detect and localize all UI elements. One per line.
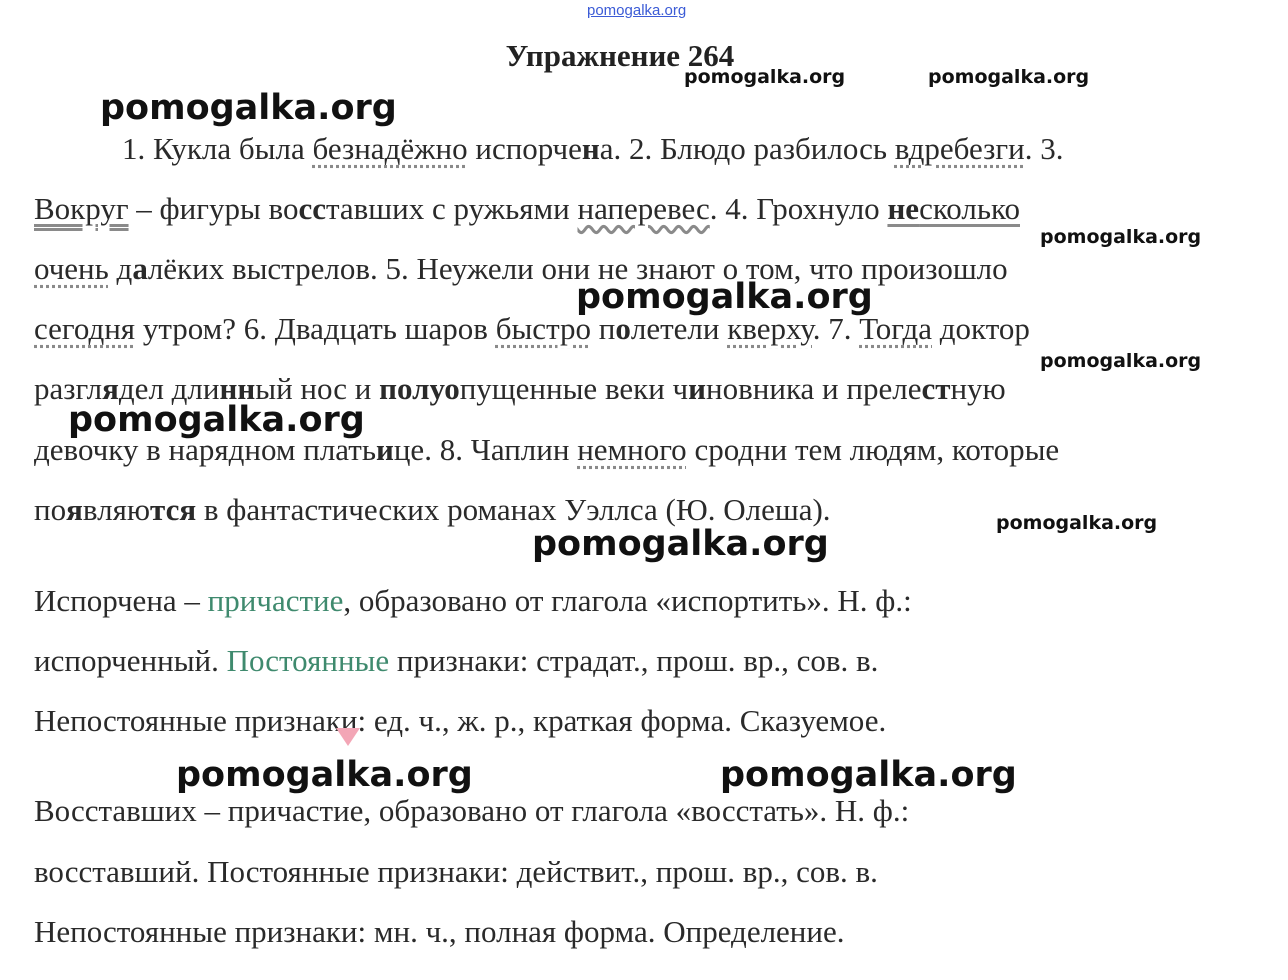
text: вляю — [82, 492, 150, 527]
text: п — [591, 311, 616, 346]
predicate-word: Вокруг — [34, 191, 129, 226]
accent-text: Постоянные — [226, 643, 390, 678]
adverb: быстро — [495, 311, 591, 346]
adverb: немного — [577, 432, 687, 467]
text: разгл — [34, 371, 103, 406]
bold-letter: полуо — [379, 371, 460, 406]
exercise-line-1 — [122, 129, 1063, 169]
bold-letter: а — [132, 251, 148, 286]
adverb: вдребезги — [894, 131, 1025, 166]
bold-letter: о — [615, 311, 631, 346]
text: испорче — [467, 131, 582, 166]
text: – фигуры во — [128, 191, 299, 226]
text: д — [108, 251, 133, 286]
bold-letter: ст — [921, 371, 951, 406]
top-link[interactable]: pomogalka.org — [587, 2, 687, 19]
text: доктор — [932, 311, 1030, 346]
text: в фантастических романах Уэллса (Ю. Олеша). — [196, 492, 831, 527]
text: девочку в нарядном плать — [34, 432, 376, 467]
text: дел дли — [118, 371, 220, 406]
adverb: наперевес — [577, 191, 710, 226]
watermark: pomogalka.org — [720, 755, 1017, 795]
bold-letter: сс — [298, 191, 326, 226]
text: . 7. — [812, 311, 860, 346]
text: це. 8. Чаплин — [393, 432, 578, 467]
adverb: сегодня — [34, 311, 136, 346]
text: сколько — [919, 191, 1020, 226]
watermark: pomogalka.org — [576, 277, 873, 317]
bold-letter: я — [102, 371, 119, 406]
text: испорченный. — [34, 643, 227, 678]
adverb: очень — [34, 251, 109, 286]
analysis-2-line-2: восставший. Постоянные признаки: действит., прош. вр., сов. в. — [34, 854, 878, 889]
adverb: Тогда — [859, 311, 933, 346]
text: ый нос и — [255, 371, 380, 406]
watermark: pomogalka.org — [928, 66, 1090, 88]
text: новника и преле — [706, 371, 922, 406]
text: лёких выстрелов. 5. Неужели они не знают о том, что произошло — [147, 251, 1008, 286]
pink-mark-icon — [336, 728, 360, 746]
exercise-line-4 — [34, 309, 1030, 349]
text: . 3. — [1024, 131, 1064, 166]
watermark: pomogalka.org — [68, 400, 365, 440]
text: признаки: страдат., прош. вр., сов. в. — [389, 643, 879, 678]
text: , образовано от глагола «испортить». Н. ф.: — [343, 583, 912, 618]
analysis-1-line-3: Непостоянные признаки: ед. ч., ж. р., краткая форма. Сказуемое. — [34, 703, 887, 738]
text: 1. Кукла была — [122, 131, 313, 166]
text: пущенные веки ч — [459, 371, 689, 406]
text: по — [34, 492, 67, 527]
text: . 4. Грохнуло — [709, 191, 888, 226]
text: сродни тем людям, которые — [686, 432, 1060, 467]
text: летели — [630, 311, 728, 346]
analysis-2-line-1: Восставших – причастие, образовано от глагола «восстать». Н. ф.: — [34, 793, 910, 828]
analysis-1-line-1 — [34, 581, 912, 621]
text: ную — [950, 371, 1006, 406]
text: Испорчена – — [34, 583, 208, 618]
bold-letter: нн — [219, 371, 256, 406]
bold-letter: не — [887, 191, 920, 226]
watermark: pomogalka.org — [100, 88, 397, 128]
watermark: pomogalka.org — [1040, 350, 1202, 372]
watermark: pomogalka.org — [684, 66, 846, 88]
bold-letter: тся — [150, 492, 197, 527]
analysis-1-line-2 — [34, 641, 878, 681]
bold-letter: н — [581, 131, 600, 166]
adverb: кверху — [727, 311, 813, 346]
text: тавших с ружьями — [325, 191, 578, 226]
adverb: безнадёжно — [312, 131, 468, 166]
analysis-2-line-3: Непостоянные признаки: мн. ч., полная форма. Определение. — [34, 914, 845, 949]
text: а. 2. Блюдо разбилось — [599, 131, 895, 166]
bold-letter: и — [688, 371, 707, 406]
bold-letter: и — [375, 432, 394, 467]
exercise-title: Упражнение 264 — [505, 38, 735, 73]
watermark: pomogalka.org — [1040, 226, 1202, 248]
accent-text: причастие — [207, 583, 344, 618]
text: утром? 6. Двадцать шаров — [135, 311, 496, 346]
watermark: pomogalka.org — [996, 512, 1158, 534]
watermark: pomogalka.org — [532, 524, 829, 564]
watermark: pomogalka.org — [176, 755, 473, 795]
exercise-line-2 — [34, 189, 1020, 229]
bold-letter: я — [66, 492, 83, 527]
